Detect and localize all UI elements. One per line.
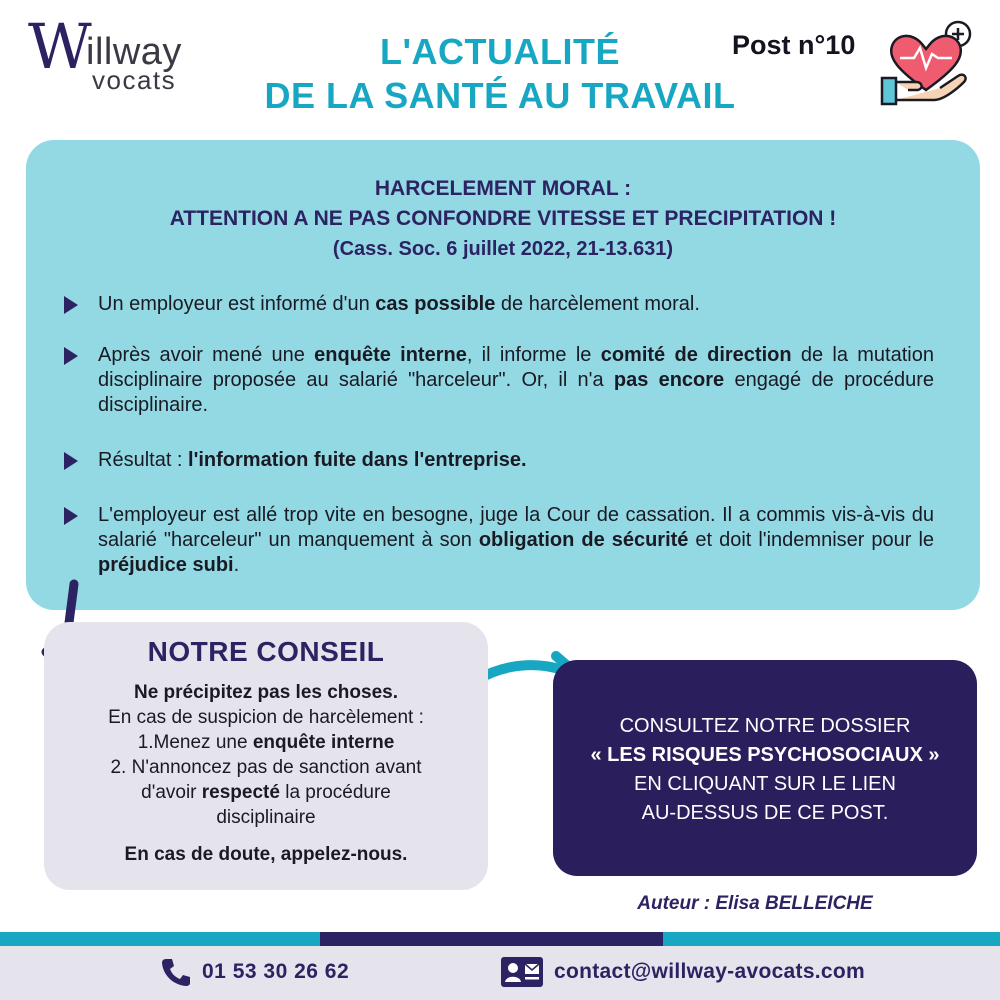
bullet-run: , il informe le (466, 344, 601, 366)
bullet-item (64, 503, 934, 578)
bullet-emphasis: enquête interne (314, 344, 467, 366)
footer-bar-right (663, 932, 1000, 946)
bullet-run: et doit l'indemniser pour le (688, 529, 935, 551)
dossier-line-3: EN CLIQUANT SUR LE LIEN (634, 773, 896, 795)
bullet-run: Résultat : (98, 449, 189, 471)
dossier-line-1: CONSULTEZ NOTRE DOSSIER (619, 715, 911, 737)
bullet-emphasis: obligation de sécurité (478, 529, 689, 551)
email-link[interactable]: contact@willway-avocats.com (554, 960, 866, 983)
phone-link[interactable]: 01 53 30 26 62 (202, 960, 350, 983)
bullet-run: de harcèlement moral. (495, 293, 700, 315)
advice-item-2-line-1: 2. N'annoncez pas de sanction avant (110, 757, 422, 778)
title-line-1: L'ACTUALITÉ (379, 31, 621, 72)
footer-bar-middle (320, 932, 663, 946)
bullet-run: de la mutation disciplinaire proposée au salarié "harceleur". Or, il n'a (98, 344, 934, 391)
triangle-bullet-icon (64, 296, 78, 314)
bullet-text (98, 292, 934, 317)
title-line-2: DE LA SANTÉ AU TRAVAIL (264, 75, 736, 116)
bullet-run: . (233, 554, 240, 576)
phone-icon (160, 956, 192, 988)
bullet-text (98, 448, 934, 473)
bullet-emphasis: l'information fuite dans l'entreprise. (188, 449, 527, 471)
bullet-emphasis: comité de direction (600, 344, 792, 366)
advice-lead: Ne précipitez pas les choses. (133, 682, 398, 703)
advice-item-2-line-2: d'avoir respecté la procédure (141, 782, 391, 803)
heart-in-hand-icon (878, 18, 978, 110)
author-credit: Auteur : Elisa BELLEICHE (637, 893, 873, 914)
case-heading-line-1: HARCELEMENT MORAL : (374, 177, 632, 200)
logo-initial: W (28, 10, 92, 83)
bullet-emphasis: préjudice subi (98, 554, 234, 576)
dossier-line-2: « LES RISQUES PSYCHOSOCIAUX » (590, 744, 940, 766)
triangle-bullet-icon (64, 347, 78, 365)
advice-closing: En cas de doute, appelez-nous. (124, 844, 408, 865)
contact-card-icon (500, 956, 544, 988)
case-heading (26, 174, 980, 264)
bullet-run: Un employeur est informé d'un (98, 293, 376, 315)
dossier-line-4: AU-DESSUS DE CE POST. (641, 802, 889, 824)
post-number: Post n°10 (732, 30, 856, 60)
case-reference: (Cass. Soc. 6 juillet 2022, 21-13.631) (332, 238, 674, 260)
bullet-run: Après avoir mené une (98, 344, 315, 366)
advice-item-1: 1.Menez une enquête interne (137, 732, 395, 753)
bullet-run: engagé de procédure disciplinaire. (98, 369, 935, 416)
bullet-run: L'employeur est allé trop vite en besogne, juge la Cour de cassation. Il a commis vis-à-vis du salarié "harceleur" un manquement à son (98, 504, 934, 551)
bullet-emphasis: cas possible (375, 293, 496, 315)
advice-heading: NOTRE CONSEIL (147, 636, 385, 667)
triangle-bullet-icon (64, 507, 78, 525)
bullet-text (98, 343, 934, 418)
bullet-text (98, 503, 934, 578)
advice-item-2-line-3: disciplinaire (216, 807, 316, 828)
bullet-emphasis: pas encore (613, 369, 725, 391)
logo-top-text: illway (86, 31, 182, 73)
advice-line: En cas de suspicion de harcèlement : (108, 707, 424, 728)
bullet-item (64, 448, 934, 473)
willway-logo (28, 10, 228, 95)
advice-body (56, 680, 476, 867)
logo-bottom-text: vocats (92, 65, 177, 95)
bullet-item (64, 343, 934, 418)
triangle-bullet-icon (64, 452, 78, 470)
dossier-text (553, 712, 977, 828)
case-heading-line-2: ATTENTION A NE PAS CONFONDRE VITESSE ET PRECIPITATION ! (169, 207, 837, 230)
bullet-item (64, 292, 934, 317)
footer-bar-left (0, 932, 320, 946)
page-title (230, 30, 770, 118)
